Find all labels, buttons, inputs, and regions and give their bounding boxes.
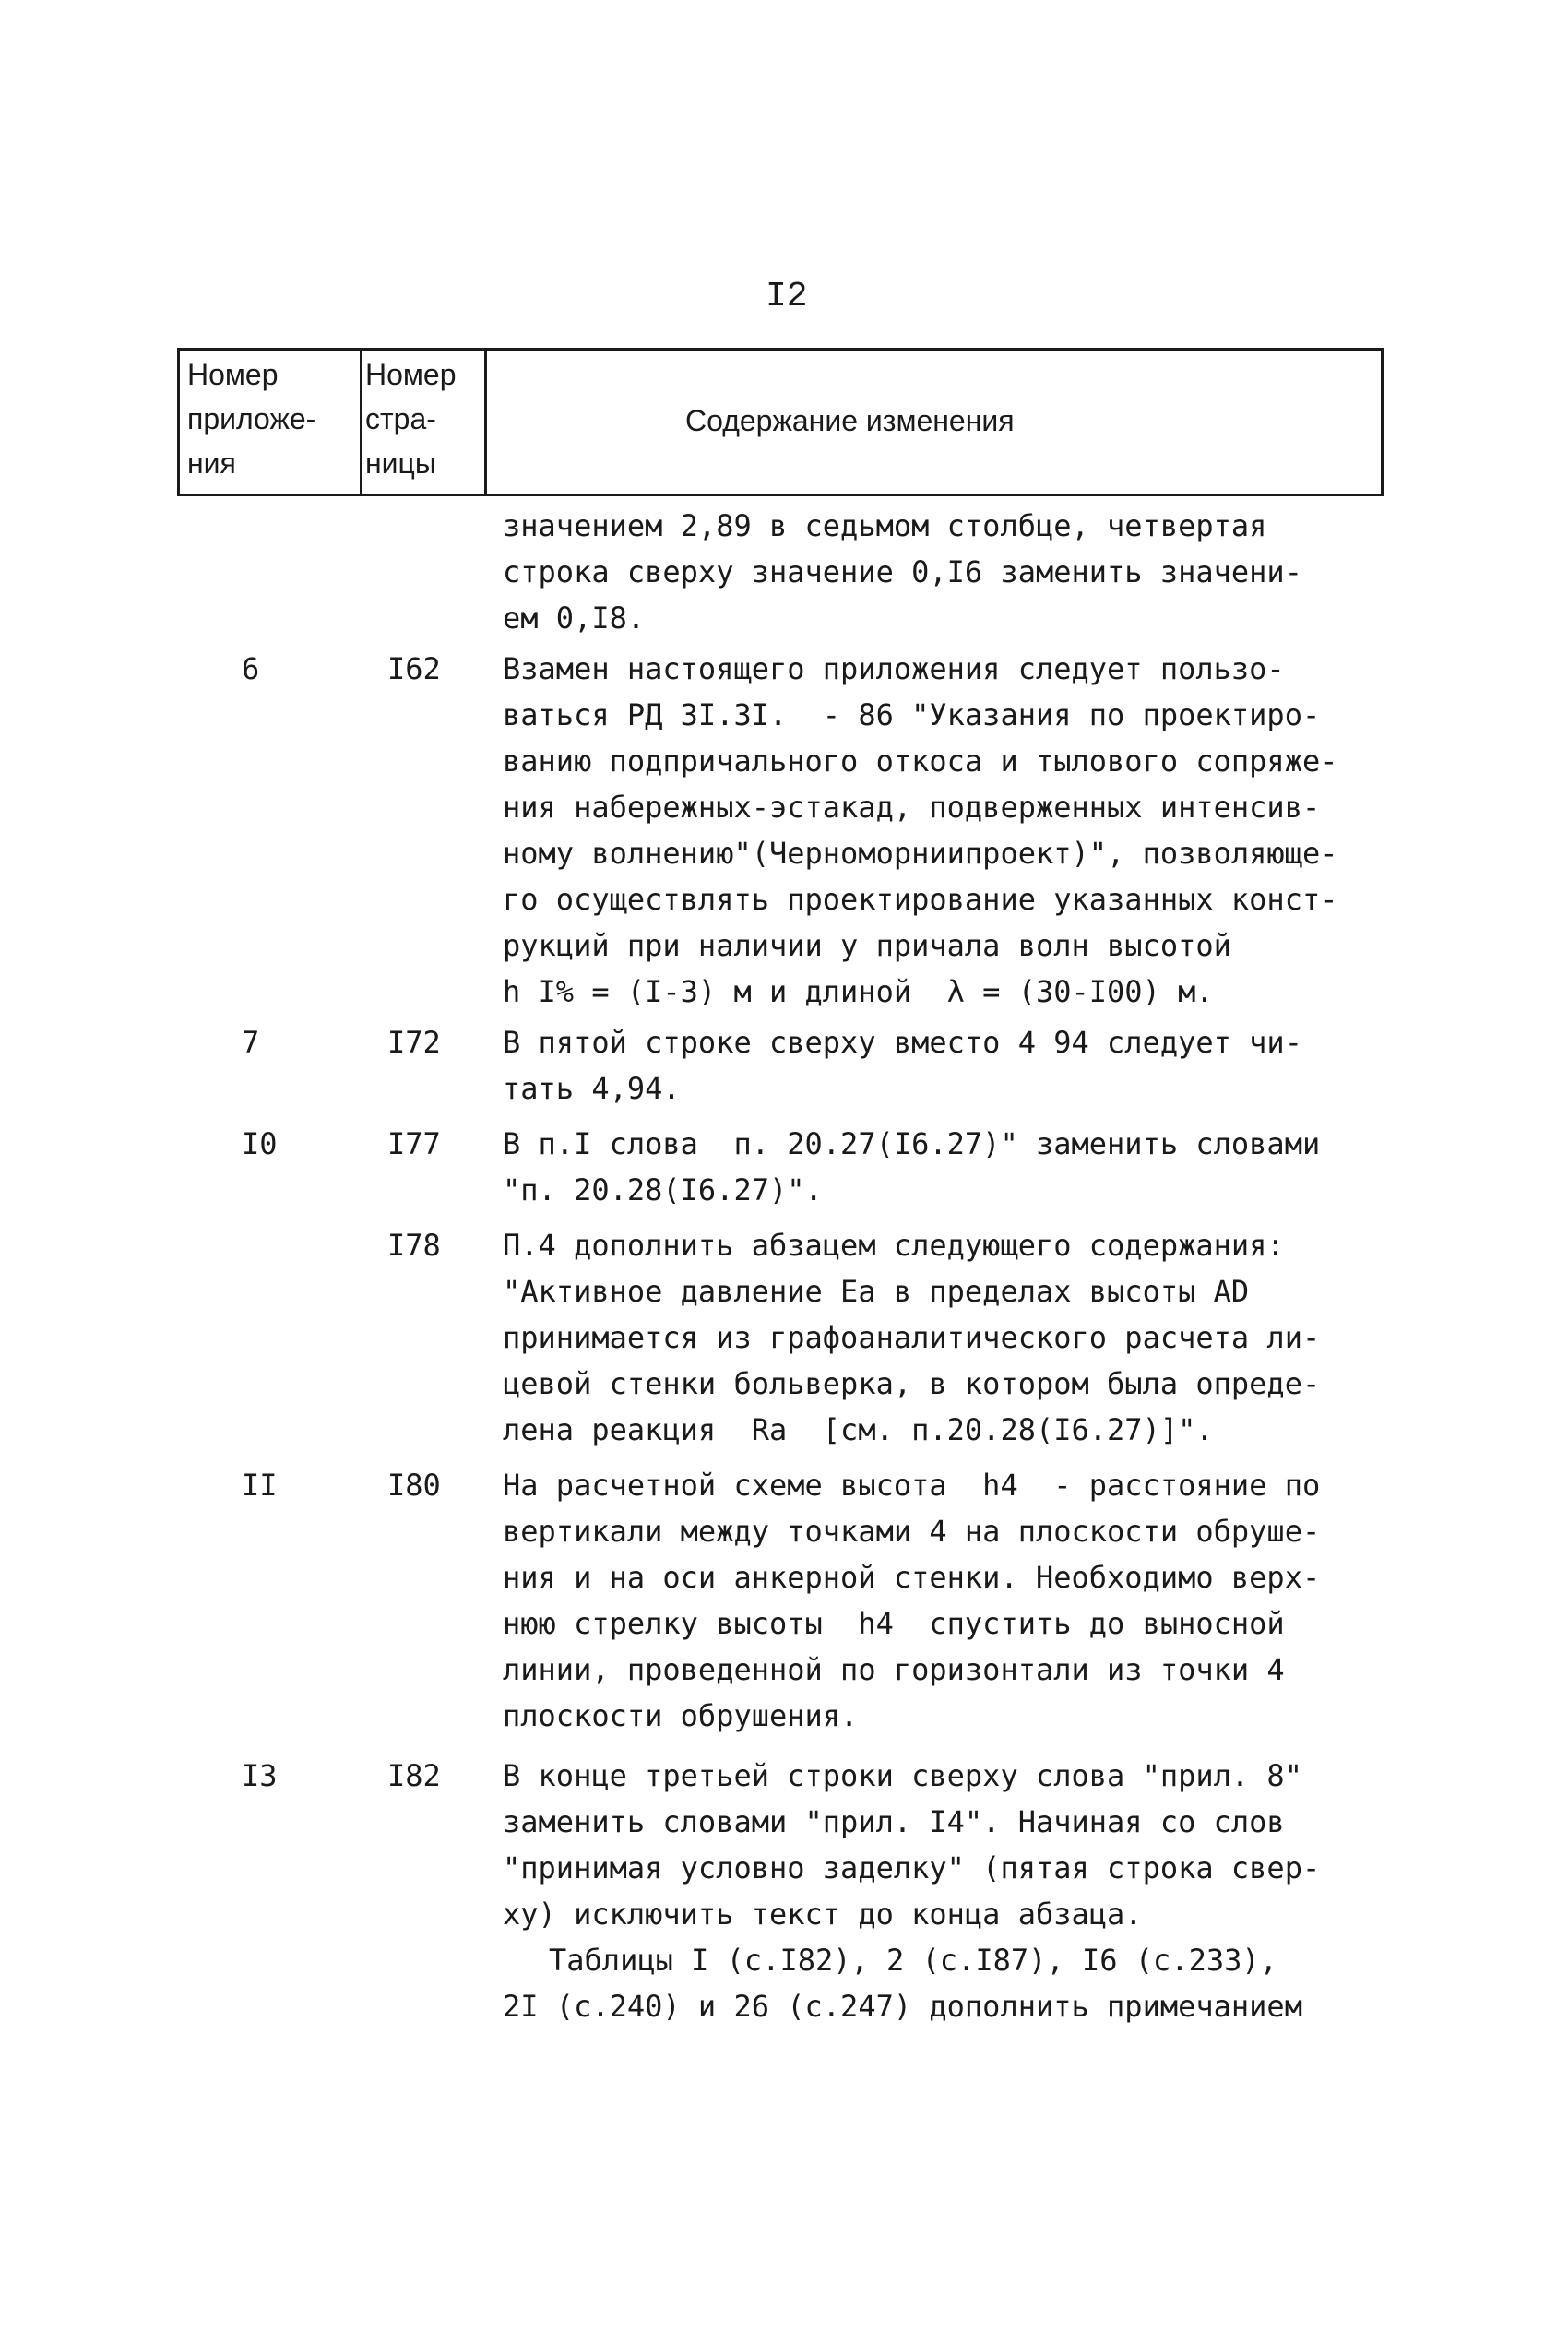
content-line: П.4 дополнить абзацем следующего содержания: bbox=[503, 1228, 1285, 1263]
content-line: 2I (с.240) и 26 (с.247) дополнить примечанием bbox=[503, 1989, 1302, 2024]
content-line: "принимая условно заделку" (пятая строка свер- bbox=[503, 1850, 1321, 1885]
header-col-appendix-number bbox=[180, 351, 362, 494]
content-line: вертикали между точками 4 на плоскости обруше- bbox=[503, 1514, 1321, 1549]
content-line: заменить словами "прил. I4". Начиная со слов bbox=[503, 1804, 1285, 1839]
content-line: ния и на оси анкерной стенки. Необходимо верх- bbox=[503, 1560, 1321, 1595]
change-content bbox=[503, 503, 1379, 641]
content-line: лена реакция Ra [см. п.20.28(I6.27)]". bbox=[503, 1412, 1214, 1447]
content-line: h I% = (I-3) м и длиной λ = (30-I00) м. bbox=[503, 974, 1214, 1009]
appendix-number: I3 bbox=[242, 1758, 278, 1793]
appendix-number: I0 bbox=[242, 1126, 278, 1161]
change-content bbox=[503, 1462, 1379, 1739]
page-ref: I78 bbox=[387, 1228, 441, 1263]
content-line: На расчетной схеме высота h4 - расстояние по bbox=[503, 1468, 1321, 1503]
header-col1-line: приложе- bbox=[187, 402, 316, 435]
content-line: ем 0,I8. bbox=[503, 601, 646, 636]
content-line: ху) исключить текст до конца абзаца. bbox=[503, 1897, 1143, 1932]
change-content bbox=[503, 1121, 1379, 1213]
content-line: В п.I слова п. 20.27(I6.27)" заменить словами bbox=[503, 1126, 1321, 1161]
change-content bbox=[503, 1019, 1379, 1112]
appendix-number: II bbox=[242, 1468, 278, 1503]
content-line: принимается из графоаналитического расчета ли- bbox=[503, 1320, 1321, 1355]
content-line: значением 2,89 в седьмом столбце, четвертая bbox=[503, 508, 1267, 543]
header-table bbox=[177, 348, 1384, 496]
header-col-change-content: Содержание изменения bbox=[685, 404, 1015, 437]
content-line: нюю стрелку высоты h4 спустить до выносной bbox=[503, 1606, 1285, 1641]
content-line: В конце третьей строки сверху слова "прил. 8" bbox=[503, 1758, 1302, 1793]
content-line: Взамен настоящего приложения следует пользо- bbox=[503, 651, 1285, 686]
page-number: I2 bbox=[766, 277, 808, 316]
content-line: В пятой строке сверху вместо 4 94 следует чи- bbox=[503, 1025, 1302, 1060]
appendix-number: 6 bbox=[242, 651, 260, 686]
content-line: плоскости обрушения. bbox=[503, 1698, 859, 1733]
change-content bbox=[503, 1222, 1379, 1453]
content-line: тать 4,94. bbox=[503, 1071, 681, 1106]
page-ref: I80 bbox=[387, 1468, 441, 1503]
header-col1-line: ния bbox=[187, 446, 236, 480]
change-content bbox=[503, 646, 1379, 1015]
content-line: ному волнению"(Черноморниипроект)", позволяюще- bbox=[503, 836, 1338, 871]
appendix-number: 7 bbox=[242, 1025, 260, 1060]
header-col2-line: ницы bbox=[365, 446, 436, 480]
content-line: ваться РД 3I.3I. - 86 "Указания по проектиро- bbox=[503, 697, 1321, 732]
content-line: цевой стенки больверка, в котором была опреде- bbox=[503, 1366, 1321, 1401]
page-ref: I82 bbox=[387, 1758, 441, 1793]
change-content bbox=[503, 1753, 1379, 2029]
header-col-page-number bbox=[360, 351, 487, 494]
content-line: ния набережных-эстакад, подверженных интенсив- bbox=[503, 790, 1321, 825]
content-line: рукций при наличии у причала волн высотой bbox=[503, 928, 1231, 963]
content-line: строка сверху значение 0,I6 заменить значени- bbox=[503, 554, 1302, 589]
header-col2-line: Номер bbox=[365, 358, 457, 391]
page-ref: I62 bbox=[387, 651, 441, 686]
content-line: "Активное давление Ea в пределах высоты AD bbox=[503, 1274, 1250, 1309]
header-col1-line: Номер bbox=[187, 358, 279, 391]
header-col2-line: стра- bbox=[365, 402, 436, 435]
content-line: "п. 20.28(I6.27)". bbox=[503, 1172, 823, 1207]
content-line: линии, проведенной по горизонтали из точки 4 bbox=[503, 1652, 1285, 1687]
content-line: Таблицы I (с.I82), 2 (с.I87), I6 (с.233), bbox=[549, 1943, 1277, 1978]
content-line: ванию подпричального откоса и тылового сопряже- bbox=[503, 743, 1338, 779]
page-ref: I77 bbox=[387, 1126, 441, 1161]
content-line: го осуществлять проектирование указанных конст- bbox=[503, 882, 1338, 917]
page-ref: I72 bbox=[387, 1025, 441, 1060]
